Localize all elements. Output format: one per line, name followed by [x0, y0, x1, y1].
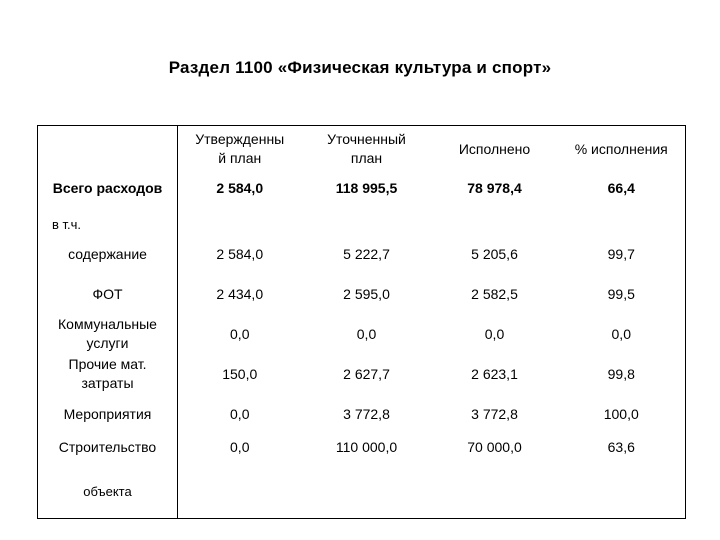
- row-label: [38, 314, 178, 354]
- cell-percent: 99,8: [607, 365, 635, 382]
- row-label: Строительство: [38, 434, 178, 482]
- header-cell-empty: [38, 126, 178, 173]
- row-label-continuation: объекта: [38, 482, 178, 519]
- header-executed: [432, 126, 558, 173]
- header-executed-label: Исполнено: [458, 140, 531, 157]
- cell-executed: 0,0: [484, 325, 505, 342]
- cell-executed: 70 000,0: [467, 439, 522, 455]
- cell-percent: 0,0: [611, 325, 631, 342]
- cell-executed: 5 205,6: [471, 245, 518, 262]
- header-execution-percent: [558, 126, 686, 173]
- row-label: Всего расходов: [38, 172, 178, 204]
- cell-percent: 63,6: [607, 439, 635, 455]
- page-title: Раздел 1100 «Физическая культура и спорт»: [168, 58, 552, 77]
- cell-approved: 0,0: [230, 325, 250, 342]
- table-row: [38, 314, 686, 354]
- row-label: Мероприятия: [38, 394, 178, 434]
- cell-revised: 3 772,8: [343, 405, 390, 422]
- table-row-continuation: [38, 482, 686, 519]
- cell-approved: 2 584,0: [216, 179, 264, 196]
- header-revised-plan: [302, 126, 432, 173]
- cell-executed: 3 772,8: [471, 405, 518, 422]
- cell-approved: 2 434,0: [216, 285, 264, 302]
- header-approved-plan: [178, 126, 302, 173]
- cell-approved: 0,0: [230, 439, 250, 455]
- table-row-total: [38, 172, 686, 204]
- table-header-row: [38, 126, 686, 173]
- cell-executed: 78 978,4: [467, 179, 522, 196]
- cell-executed: 2 623,1: [471, 365, 518, 382]
- table-row: [38, 354, 686, 394]
- table-row: [38, 274, 686, 314]
- cell-percent: 99,7: [607, 245, 635, 262]
- row-label: [38, 354, 178, 394]
- table-row: [38, 234, 686, 274]
- cell-percent: 99,5: [607, 285, 635, 302]
- row-label: ФОТ: [38, 274, 178, 314]
- header-execution-percent-label: % исполнения: [574, 140, 668, 157]
- table-row: [38, 434, 686, 482]
- cell-revised: 2 595,0: [343, 285, 390, 302]
- cell-executed: 2 582,5: [471, 285, 518, 302]
- cell-revised: 110 000,0: [335, 439, 398, 455]
- header-approved-plan-label: Утвержденны й план: [195, 131, 285, 166]
- cell-revised: 118 995,5: [335, 179, 398, 196]
- row-label-text: Коммунальные услуги: [58, 316, 157, 351]
- table-row-subheader: [38, 204, 686, 234]
- table-row: [38, 394, 686, 434]
- cell-revised: 0,0: [356, 325, 377, 342]
- subheader-label: в т.ч.: [38, 204, 178, 234]
- cell-revised: 2 627,7: [343, 365, 390, 382]
- budget-table: [37, 125, 686, 519]
- cell-revised: 5 222,7: [343, 245, 390, 262]
- cell-approved: 2 584,0: [216, 245, 264, 262]
- cell-approved: 150,0: [222, 365, 258, 382]
- row-label-text: Прочие мат. затраты: [68, 356, 147, 391]
- row-label: содержание: [38, 234, 178, 274]
- cell-approved: 0,0: [230, 405, 250, 422]
- cell-percent: 100,0: [603, 405, 639, 422]
- header-revised-plan-label: Уточненный план: [327, 131, 406, 166]
- cell-percent: 66,4: [607, 179, 635, 196]
